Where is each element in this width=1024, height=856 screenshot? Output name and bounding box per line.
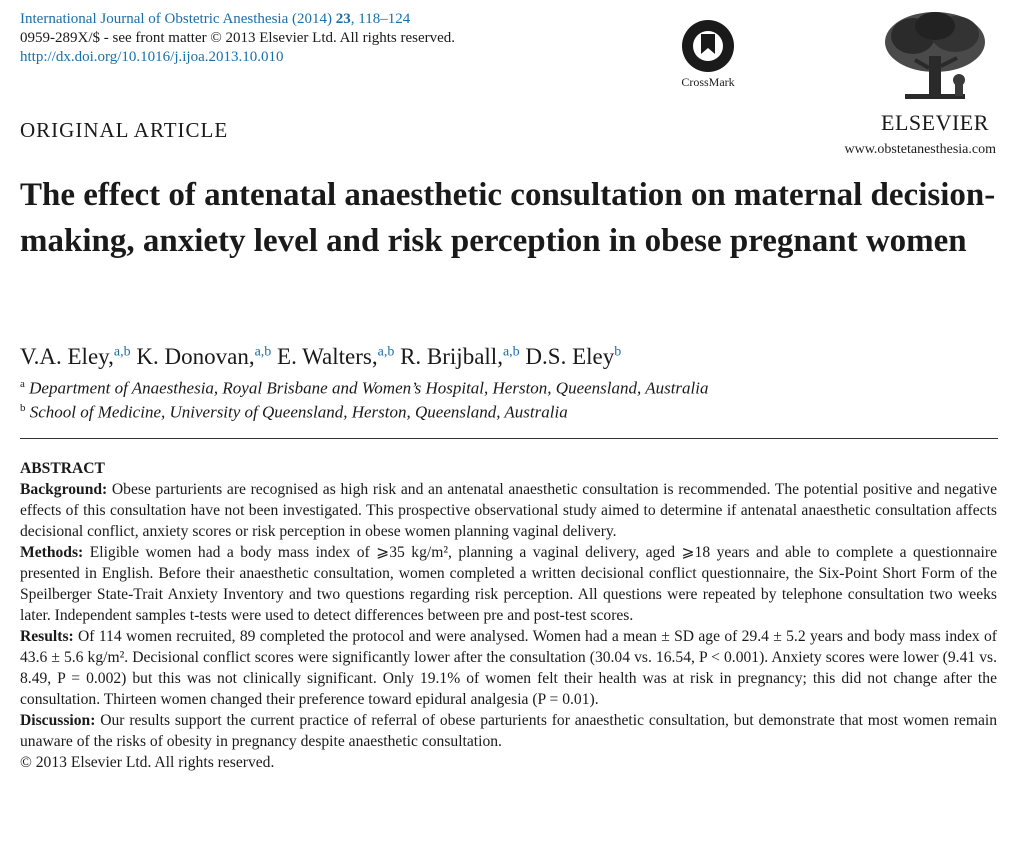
elsevier-tree-icon xyxy=(875,8,995,108)
abstract xyxy=(20,458,997,773)
affiliation-mark: a xyxy=(20,378,25,390)
author-affil-mark: a,b xyxy=(254,344,272,360)
abstract-discussion xyxy=(20,710,997,752)
background-text: Obese parturients are recognised as high risk and an antenatal anaesthetic consultation is recommended. The potential positive and negative effects of this consultation have not been investigated. This prospective observational study aimed to determine if antenatal anaesthetic consultation affects decisional conflict, anxiety scores or risk perception in obese women planning vaginal delivery. xyxy=(20,481,997,540)
doi-link[interactable]: http://dx.doi.org/10.1016/j.ijoa.2013.10.010 xyxy=(20,49,284,65)
abstract-methods xyxy=(20,542,997,626)
abstract-heading: ABSTRACT xyxy=(20,460,105,477)
discussion-text: Our results support the current practice of referral of obese parturients for anaesthetic consultation, but demonstrate that most women remain unaware of the risks of obesity in pregnancy despite anaesthetic consultation. xyxy=(20,712,998,750)
crossmark-icon xyxy=(682,20,734,72)
publisher-logo xyxy=(860,8,1010,136)
background-label: Background: xyxy=(20,481,108,498)
abstract-background xyxy=(20,479,997,542)
author-name: D.S. Eley xyxy=(525,344,615,369)
journal-website[interactable]: www.obstetanesthesia.com xyxy=(844,142,996,157)
author-name: V.A. Eley, xyxy=(20,344,114,369)
affiliation-text: Department of Anaesthesia, Royal Brisbane and Women’s Hospital, Herston, Queensland, Australia xyxy=(29,378,709,398)
crossmark-badge[interactable] xyxy=(668,20,748,90)
abstract-results xyxy=(20,626,997,710)
affiliation xyxy=(20,378,709,399)
affiliation-mark: b xyxy=(20,402,26,414)
article-title: The effect of antenatal anaesthetic consultation on maternal decision-making, anxiety level and risk perception in obese pregnant women xyxy=(20,177,996,259)
methods-label: Methods: xyxy=(20,544,84,561)
affiliation-text: School of Medicine, University of Queensland, Herston, Queensland, Australia xyxy=(29,402,568,422)
copyright-notice: © 2013 Elsevier Ltd. All rights reserved. xyxy=(20,754,275,771)
methods-text: Eligible women had a body mass index of ⩾35 kg/m², planning a vaginal delivery, aged ⩾18 years and able to complete a questionnaire presented in English. Before their anaesthetic consultation, women completed a written decisional conflict questionnaire, the Six-Point Short Form of the Speilberger State-Trait Anxiety Inventory and two questions regarding risk perception. All questions were repeated by telephone consultation two weeks later. Independent samples t-tests were used to detect differences between pre and post-test scores. xyxy=(20,544,997,624)
journal-header xyxy=(20,10,455,67)
author-affil-mark: a,b xyxy=(377,344,395,360)
author-affil-mark: a,b xyxy=(502,344,520,360)
author-name: R. Brijball, xyxy=(400,344,503,369)
author-affil-mark: a,b xyxy=(113,344,131,360)
journal-citation: International Journal of Obstetric Anesthesia (2014) 23, 118–124 xyxy=(20,11,411,27)
issn-line: 0959-289X/$ - see front matter © 2013 Elsevier Ltd. All rights reserved. xyxy=(20,30,456,46)
results-label: Results: xyxy=(20,628,74,645)
author-list xyxy=(20,344,621,370)
affiliation xyxy=(20,402,568,423)
publisher-name: ELSEVIER xyxy=(881,110,989,135)
author-affil-mark: b xyxy=(614,344,622,360)
divider xyxy=(20,438,998,439)
author-name: E. Walters, xyxy=(277,344,378,369)
results-text: Of 114 women recruited, 89 completed the protocol and were analysed. Women had a mean ± SD age of 29.4 ± 5.2 years and body mass index of 43.6 ± 5.6 kg/m². Decisional conflict scores were significantly lower after the consultation (30.04 vs. 16.54, P < 0.001). Anxiety scores were lower (9.41 vs. 8.49, P = 0.002) but this was not clinically significant. Only 19.1% of women felt their health was at risk in pregnancy; this did not change after the consultation. Thirteen women changed their preference toward epidural analgesia (P = 0.01). xyxy=(20,628,997,708)
crossmark-label: CrossMark xyxy=(681,75,735,89)
author-name: K. Donovan, xyxy=(136,344,255,369)
article-section: ORIGINAL ARTICLE xyxy=(20,118,229,142)
discussion-label: Discussion: xyxy=(20,712,96,729)
